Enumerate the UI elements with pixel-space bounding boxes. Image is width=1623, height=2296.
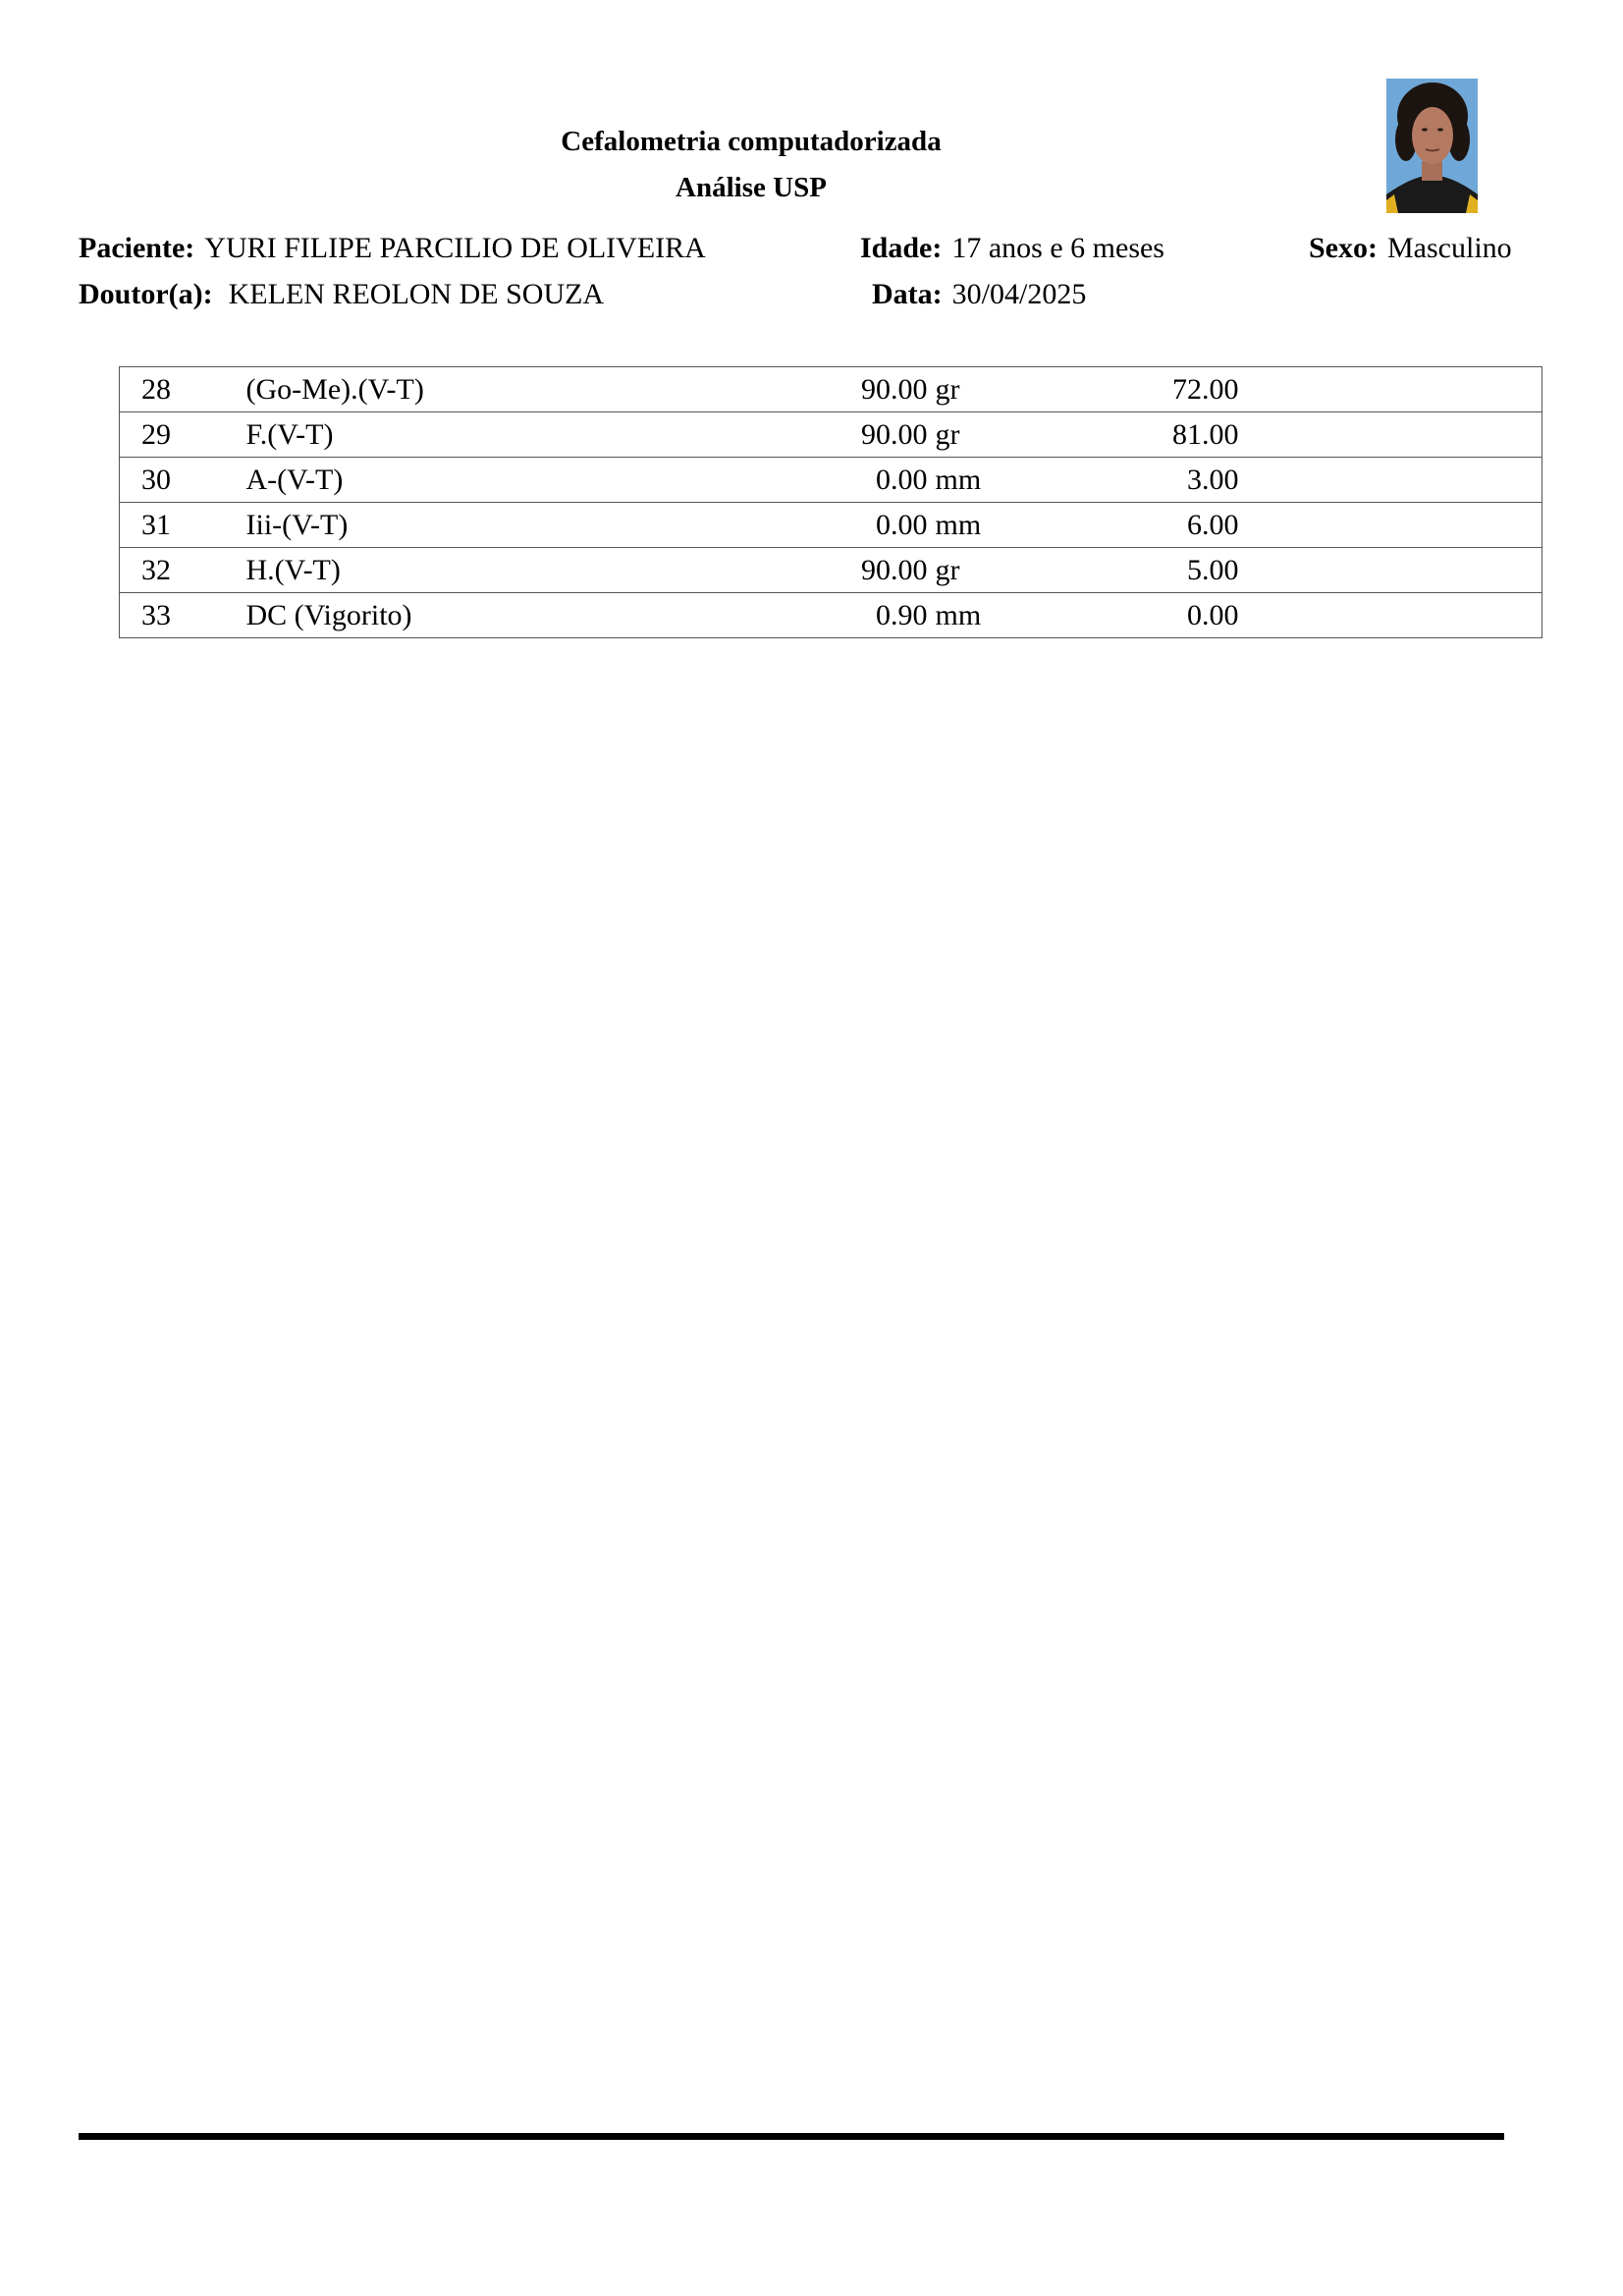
measure-value: 81.00	[1034, 412, 1239, 458]
measure-number: 31	[120, 503, 246, 548]
measure-value: 72.00	[1034, 367, 1239, 412]
measure-unit: mm	[928, 593, 1034, 638]
measure-norm: 0.00	[790, 503, 928, 548]
measure-number: 29	[120, 412, 246, 458]
table-row	[120, 593, 1542, 638]
date-label: Data:	[872, 278, 943, 310]
measure-norm: 90.00	[790, 412, 928, 458]
measure-number: 33	[120, 593, 246, 638]
measure-name: A-(V-T)	[246, 458, 790, 503]
table-row	[120, 367, 1542, 412]
measure-value: 3.00	[1034, 458, 1239, 503]
patient-portrait-icon	[1386, 79, 1478, 213]
patient-sex: Masculino	[1387, 232, 1512, 264]
table-row	[120, 458, 1542, 503]
table-row	[120, 412, 1542, 458]
table-row	[120, 503, 1542, 548]
measure-unit: gr	[928, 548, 1034, 593]
patient-age: 17 anos e 6 meses	[951, 232, 1164, 264]
measure-empty-cell	[1239, 593, 1542, 638]
analysis-subtitle: Análise USP	[676, 172, 827, 203]
measure-unit: gr	[928, 412, 1034, 458]
table-row	[120, 548, 1542, 593]
measure-number: 28	[120, 367, 246, 412]
measure-unit: mm	[928, 503, 1034, 548]
sex-label: Sexo:	[1309, 232, 1378, 264]
patient-name: YURI FILIPE PARCILIO DE OLIVEIRA	[204, 232, 706, 264]
measure-name: F.(V-T)	[246, 412, 790, 458]
measure-value: 6.00	[1034, 503, 1239, 548]
age-row	[860, 232, 1164, 265]
doctor-row	[79, 278, 604, 311]
age-label: Idade:	[860, 232, 943, 264]
measure-name: Iii-(V-T)	[246, 503, 790, 548]
measure-norm: 0.90	[790, 593, 928, 638]
document-title: Cefalometria computadorizada	[561, 126, 942, 157]
sex-row	[1309, 232, 1512, 265]
patient-row	[79, 232, 706, 265]
measure-empty-cell	[1239, 548, 1542, 593]
doctor-name: KELEN REOLON DE SOUZA	[228, 278, 605, 310]
measure-norm: 90.00	[790, 548, 928, 593]
measure-value: 0.00	[1034, 593, 1239, 638]
footer-rule	[79, 2133, 1504, 2140]
patient-photo	[1386, 79, 1478, 213]
measure-norm: 0.00	[790, 458, 928, 503]
measure-value: 5.00	[1034, 548, 1239, 593]
measure-name: H.(V-T)	[246, 548, 790, 593]
report-date: 30/04/2025	[951, 278, 1087, 310]
measure-name: (Go-Me).(V-T)	[246, 367, 790, 412]
measure-number: 30	[120, 458, 246, 503]
measure-name: DC (Vigorito)	[246, 593, 790, 638]
doctor-label: Doutor(a):	[79, 278, 213, 310]
measurements-table	[119, 366, 1542, 638]
measure-unit: mm	[928, 458, 1034, 503]
measure-unit: gr	[928, 367, 1034, 412]
measure-empty-cell	[1239, 503, 1542, 548]
measure-empty-cell	[1239, 367, 1542, 412]
measure-number: 32	[120, 548, 246, 593]
measure-norm: 90.00	[790, 367, 928, 412]
patient-label: Paciente:	[79, 232, 195, 264]
date-row	[872, 278, 1086, 311]
measure-empty-cell	[1239, 412, 1542, 458]
measure-empty-cell	[1239, 458, 1542, 503]
